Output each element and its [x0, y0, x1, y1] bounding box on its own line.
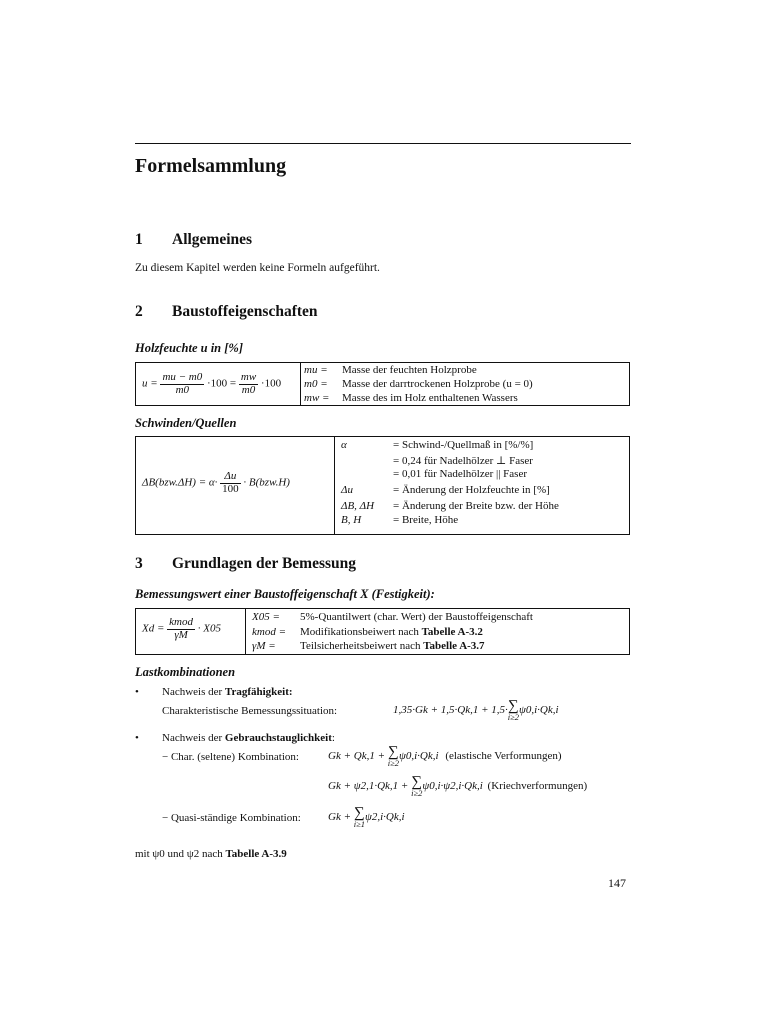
holzfeuchte-heading: Holzfeuchte u in [%]: [135, 341, 243, 355]
legend-row: γM = Teilsicherheitsbeiwert nach Tabelle A-3.7: [252, 640, 485, 652]
bemessung-heading: Bemessungswert einer Baustoffeigenschaft X (Festigkeit):: [135, 587, 435, 601]
legend-row: X05 = 5%-Quantilwert (char. Wert) der Baustoffeigenschaft: [252, 611, 533, 623]
lastkombinationen-heading: Lastkombinationen: [135, 665, 236, 679]
bullet-icon: •: [135, 686, 139, 698]
situation-label: Charakteristische Bemessungssituation:: [162, 705, 338, 717]
bullet-tragfaehigkeit: Nachweis der Tragfähigkeit:: [162, 686, 293, 698]
char-label: − Char. (seltene) Kombination:: [162, 751, 299, 763]
page-number: 147: [608, 876, 626, 890]
legend-row: mw = Masse des im Holz enthaltenen Wassers: [304, 392, 518, 404]
schwinden-heading: Schwinden/Quellen: [135, 416, 237, 430]
legend-row: kmod = Modifikationsbeiwert nach Tabelle A-3.2: [252, 626, 483, 638]
section-2-heading: 2 Baustoffeigenschaften: [135, 303, 318, 320]
legend-row: B, H = Breite, Höhe: [341, 514, 459, 526]
section-3-heading: 3 Grundlagen der Bemessung: [135, 555, 357, 572]
formula-kriech: Gk + ψ2,1·Qk,1 + ∑ i≥2 ψ0,i·ψ2,i·Qk,i (Kriechverformungen): [328, 774, 588, 798]
bullet-gebrauchstauglichkeit: Nachweis der Gebrauchstauglichkeit:: [162, 732, 335, 744]
legend-row: Δu = Änderung der Holzfeuchte in [%]: [341, 484, 550, 496]
legend-row: = 0,24 für Nadelhölzer ⊥ Faser: [393, 455, 533, 467]
legend-row: α = Schwind-/Quellmaß in [%/%]: [341, 439, 534, 451]
legend-row: m0 = Masse der darrtrockenen Holzprobe (u = 0): [304, 378, 533, 390]
bemessung-box: [135, 608, 630, 655]
page-title: Formelsammlung: [135, 155, 287, 177]
footer-note: mit ψ0 und ψ2 nach Tabelle A-3.9: [135, 848, 287, 860]
schwinden-formula: ΔB(bzw.ΔH) = α· $\frac{\Delta u}{100}$ · B(bzw.H): [142, 470, 290, 495]
formula-char: Gk + Qk,1 + ∑ i≥2 ψ0,i·Qk,i (elastische Verformungen): [328, 744, 562, 768]
formula-quasi: Gk + ∑ i≥1 ψ2,i·Qk,i: [328, 805, 405, 829]
section-1-text: Zu diesem Kapitel werden keine Formeln aufgeführt.: [135, 262, 380, 274]
legend-row: = 0,01 für Nadelhölzer || Faser: [393, 468, 528, 480]
bemessung-formula: Xd = $\frac{\text{kmod}}{\gamma M}$ · X05: [142, 616, 221, 641]
top-rule: [135, 143, 631, 144]
legend-row: mu = Masse der feuchten Holzprobe: [304, 364, 477, 376]
schwinden-box: [135, 436, 630, 535]
formula-tragfaehigkeit: 1,35·Gk + 1,5·Qk,1 + 1,5· ∑ i≥2 ψ0,i·Qk,i: [393, 698, 559, 722]
bullet-icon: •: [135, 732, 139, 744]
quasi-label: − Quasi-ständige Kombination:: [162, 812, 301, 824]
holzfeuchte-box: [135, 362, 630, 406]
holzfeuchte-formula: u = $\frac{mu - m0}{m0}$ ·100 = $\frac{mw}{m0}$ ·100: [142, 371, 282, 396]
legend-row: ΔB, ΔH = Änderung der Breite bzw. der Höhe: [341, 500, 559, 512]
section-1-heading: 1 Allgemeines: [135, 231, 253, 248]
